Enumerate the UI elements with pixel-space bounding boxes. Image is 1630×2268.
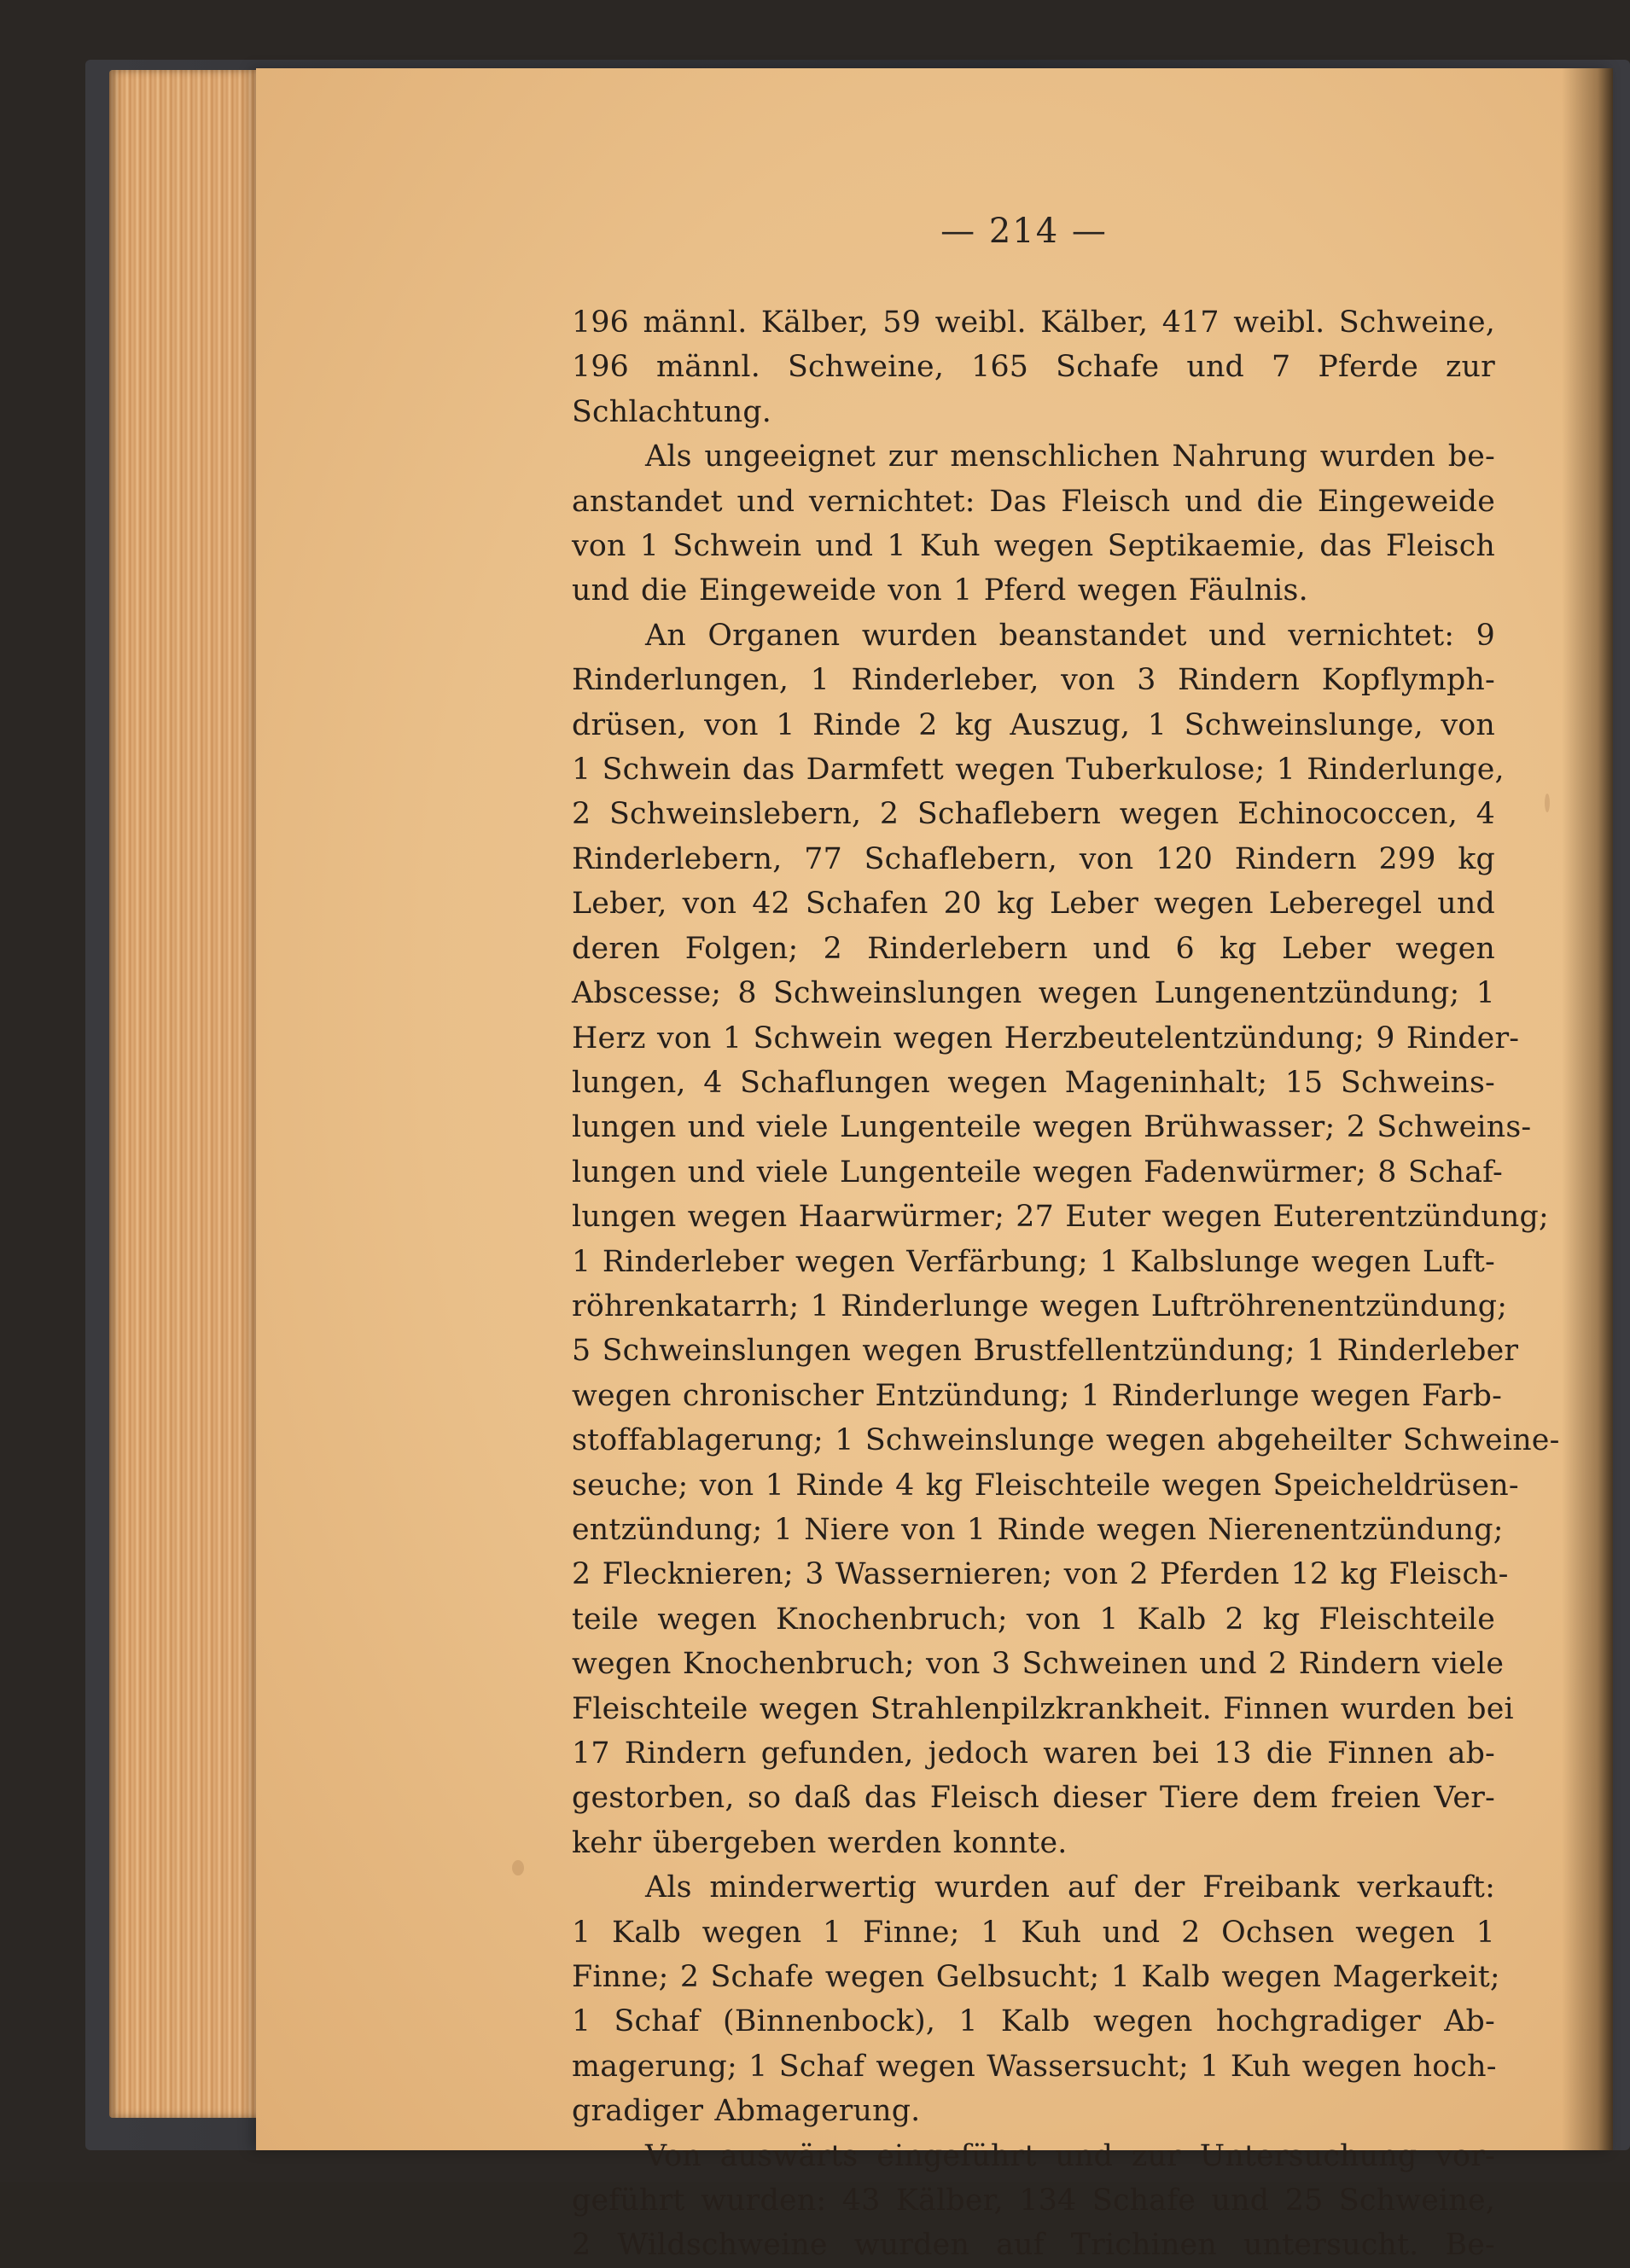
text-line: anstandet und vernichtet: Das Fleisch und die Eingeweide: [572, 484, 1495, 519]
text-line: wegen chronischer Entzündung; 1 Rinderlunge wegen Farb-: [572, 1378, 1503, 1413]
text-line: gradiger Abmagerung.: [572, 2094, 921, 2129]
text-line: Von auswärts eingeführt und zur Untersuchung vor-: [645, 2138, 1495, 2173]
text-line: Finne; 2 Schafe wegen Gelbsucht; 1 Kalb wegen Magerkeit;: [572, 1960, 1500, 1995]
text-line: lungen, 4 Schaflungen wegen Mageninhalt; 15 Schweins-: [572, 1065, 1495, 1100]
text-line: lungen und viele Lungenteile wegen Fadenwürmer; 8 Schaf-: [572, 1154, 1503, 1189]
text-line: 1 Rinderleber wegen Verfärbung; 1 Kalbslunge wegen Luft-: [572, 1244, 1495, 1279]
text-line: 5 Schweinslungen wegen Brustfellentzündung; 1 Rinderleber: [572, 1334, 1519, 1369]
text-line: Als ungeeignet zur menschlichen Nahrung wurden be-: [645, 439, 1495, 474]
text-line: deren Folgen; 2 Rinderlebern und 6 kg Leber wegen: [572, 931, 1495, 966]
text-line: und die Eingeweide von 1 Pferd wegen Fäulnis.: [572, 573, 1308, 608]
text-line: röhrenkatarrh; 1 Rinderlunge wegen Luftröhrenentzündung;: [572, 1288, 1508, 1323]
text-line: 1 Kalb wegen 1 Finne; 1 Kuh und 2 Ochsen wegen 1: [572, 1915, 1495, 1950]
text-line: seuche; von 1 Rinde 4 kg Fleischteile wegen Speicheldrüsen-: [572, 1468, 1519, 1503]
text-line: An Organen wurden beanstandet und vernichtet: 9: [645, 618, 1495, 653]
text-line: Schlachtung.: [572, 394, 772, 429]
text-line: lungen und viele Lungenteile wegen Brühwasser; 2 Schweins-: [572, 1110, 1532, 1145]
text-line: 2 Wildschweine wurden auf Trichinen untersucht. Be-: [572, 2228, 1495, 2263]
text-line: von 1 Schwein und 1 Kuh wegen Septikaemie, das Fleisch: [572, 529, 1495, 564]
text-line: 17 Rindern gefunden, jedoch waren bei 13 die Finnen ab-: [572, 1736, 1495, 1771]
text-line: teile wegen Knochenbruch; von 1 Kalb 2 kg Fleischteile: [572, 1602, 1495, 1637]
text-line: magerung; 1 Schaf wegen Wassersucht; 1 Kuh wegen hoch-: [572, 2049, 1497, 2084]
text-line: 1 Schwein das Darmfett wegen Tuberkulose; 1 Rinderlunge,: [572, 753, 1505, 788]
body-text: [572, 300, 1560, 2268]
text-line: Rinderlebern, 77 Schaflebern, von 120 Rindern 299 kg: [572, 841, 1495, 876]
text-line: wegen Knochenbruch; von 3 Schweinen und 2 Rindern viele: [572, 1647, 1505, 1682]
text-line: drüsen, von 1 Rinde 2 kg Auszug, 1 Schweinslunge, von: [572, 707, 1495, 742]
text-line: geführt wurden: 43 Kälber, 134 Schafe und 25 Schweine,: [572, 2184, 1495, 2219]
text-line: Als minderwertig wurden auf der Freibank verkauft:: [645, 1870, 1495, 1905]
text-line: 2 Schweinslebern, 2 Schaflebern wegen Echinococcen, 4: [572, 797, 1495, 832]
text-line: lungen wegen Haarwürmer; 27 Euter wegen Euterentzündung;: [572, 1200, 1549, 1235]
paper-stain: [1545, 794, 1550, 812]
page-gutter: [1562, 68, 1613, 2150]
text-line: Herz von 1 Schwein wegen Herzbeutelentzündung; 9 Rinder-: [572, 1021, 1520, 1055]
text-line: kehr übergeben werden konnte.: [572, 1825, 1068, 1860]
text-line: Leber, von 42 Schafen 20 kg Leber wegen Leberegel und: [572, 887, 1495, 922]
text-line: Rinderlungen, 1 Rinderleber, von 3 Rindern Kopflymph-: [572, 663, 1495, 698]
text-line: Abscesse; 8 Schweinslungen wegen Lungenentzündung; 1: [572, 976, 1495, 1011]
paper-stain: [512, 1860, 524, 1875]
text-line: 2 Flecknieren; 3 Wassernieren; von 2 Pferden 12 kg Fleisch-: [572, 1557, 1509, 1592]
text-line: entzündung; 1 Niere von 1 Rinde wegen Nierenentzündung;: [572, 1512, 1504, 1547]
text-line: stoffablagerung; 1 Schweinslunge wegen abgeheilter Schweine-: [572, 1423, 1560, 1458]
text-line: Fleischteile wegen Strahlenpilzkrankheit. Finnen wurden bei: [572, 1691, 1514, 1726]
text-line: 196 männl. Schweine, 165 Schafe und 7 Pferde zur: [572, 350, 1495, 385]
text-line: 196 männl. Kälber, 59 weibl. Kälber, 417 weibl. Schweine,: [572, 305, 1495, 340]
page-number: — 214 —: [940, 212, 1108, 251]
text-line: gestorben, so daß das Fleisch dieser Tiere dem freien Ver-: [572, 1781, 1495, 1816]
text-line: 1 Schaf (Binnenbock), 1 Kalb wegen hochgradiger Ab-: [572, 2004, 1495, 2039]
